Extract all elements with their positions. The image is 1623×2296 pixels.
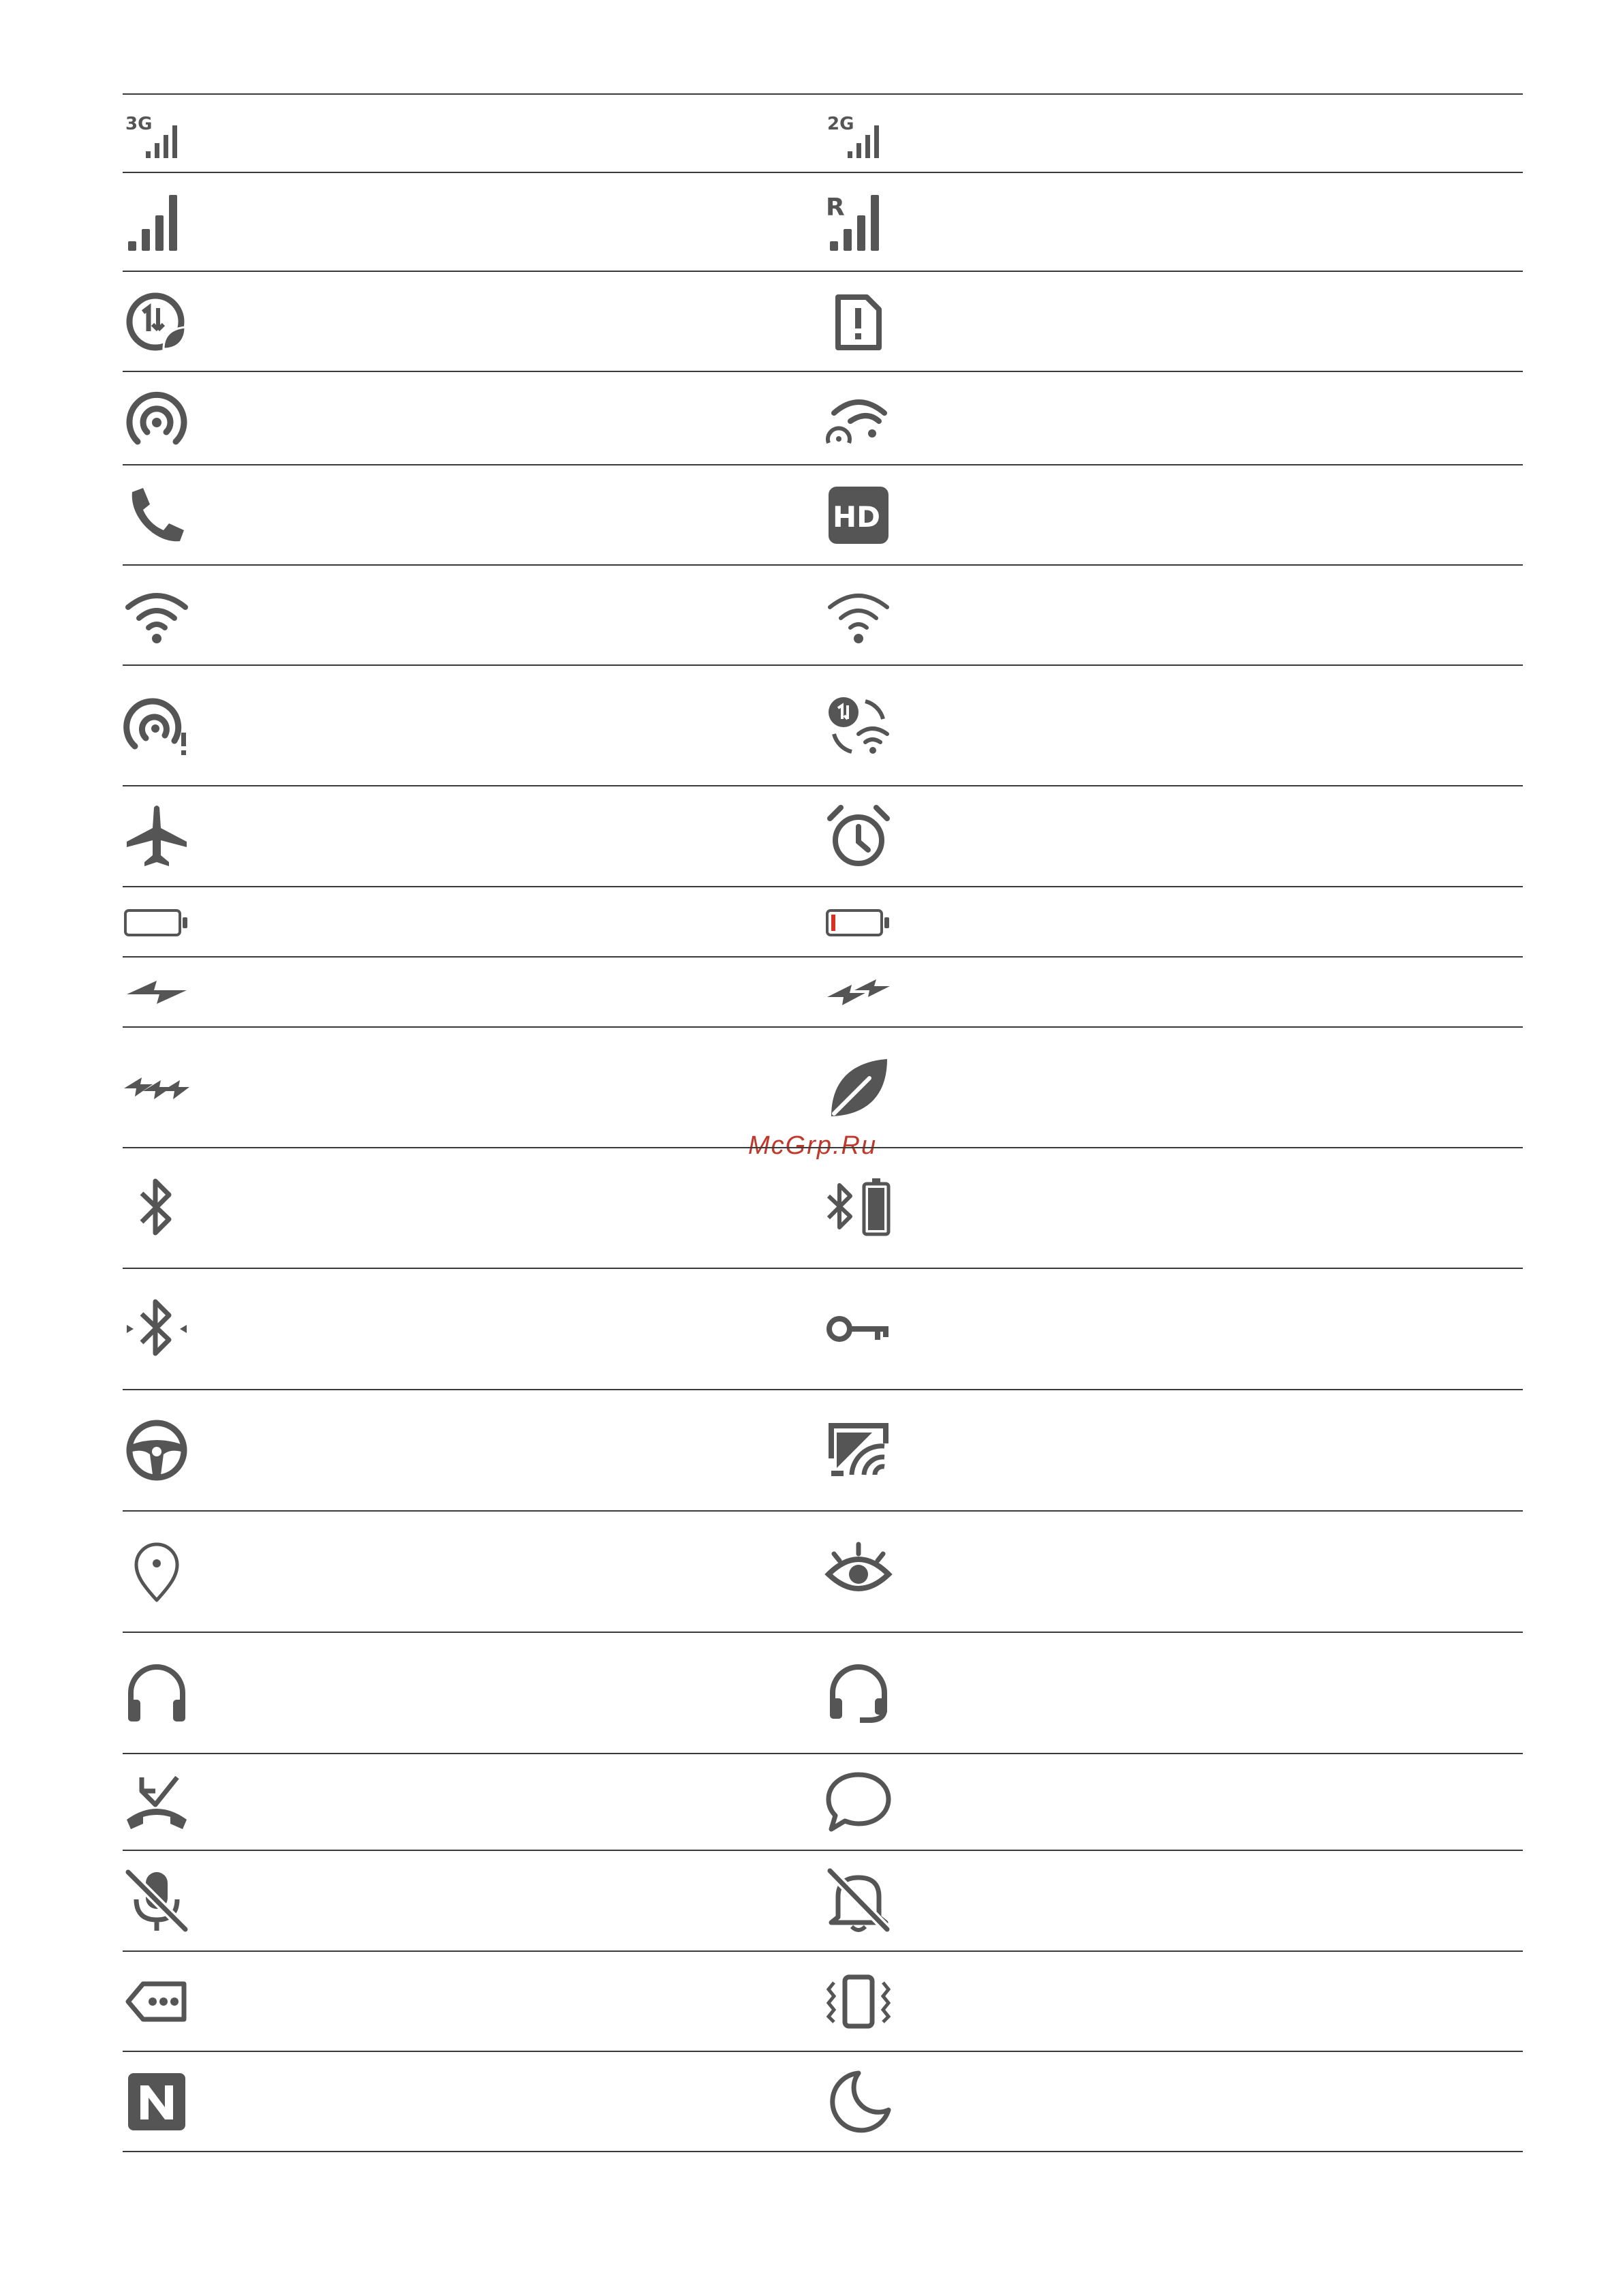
hotspot-error-icon: [123, 692, 191, 760]
svg-text:R: R: [826, 193, 845, 221]
icon-cell: [123, 1633, 191, 1753]
icon-cell: [123, 1148, 191, 1268]
bluetooth-connected-icon: [123, 1295, 191, 1363]
icon-cell: [824, 465, 893, 564]
icon-cell: [824, 887, 893, 956]
nfc-icon: [123, 2068, 191, 2136]
icon-cell: [123, 666, 191, 785]
icon-cell: [824, 1148, 893, 1268]
icon-cell: [123, 1028, 191, 1147]
table-row: [123, 173, 1523, 272]
icon-cell: [123, 958, 191, 1026]
data-wifi-switch-icon: [824, 692, 893, 760]
icon-cell: [123, 2052, 191, 2151]
wifi-hotspot-connected-icon: [824, 384, 893, 453]
charging-icon: [123, 975, 191, 1009]
table-row: [123, 2052, 1523, 2152]
icon-cell: [123, 465, 191, 564]
wifi-icon: [123, 581, 191, 649]
icon-cell: [123, 272, 191, 371]
icon-cell: [824, 1851, 893, 1950]
screen-cast-icon: [824, 1416, 893, 1484]
table-row: [123, 95, 1523, 173]
bluetooth-icon: [123, 1174, 191, 1242]
svg-text:3G: 3G: [125, 113, 153, 134]
battery-low-icon: [824, 905, 893, 939]
icon-cell: [824, 1952, 893, 2051]
icon-cell: [824, 2052, 893, 2151]
signal-full-icon: [123, 188, 191, 256]
icon-cell: [824, 1028, 893, 1147]
svg-text:2G: 2G: [827, 113, 854, 134]
do-not-disturb-moon-icon: [824, 2068, 893, 2136]
table-row: [123, 666, 1523, 786]
super-charging-icon: [123, 1071, 191, 1105]
icon-cell: [123, 566, 191, 664]
location-icon: [123, 1537, 191, 1606]
table-row: [123, 1512, 1523, 1633]
icon-cell: [123, 1390, 191, 1510]
watermark: McGrp.Ru: [748, 1131, 878, 1160]
icon-cell: [123, 786, 191, 886]
missed-call-icon: [123, 1768, 191, 1836]
vibrate-icon: [824, 1968, 893, 2036]
icon-cell: [824, 95, 893, 172]
silent-bell-off-icon: [824, 1867, 893, 1935]
table-row: [123, 1633, 1523, 1754]
icon-cell: [123, 1754, 191, 1850]
table-row: [123, 1028, 1523, 1148]
driving-mode-icon: [123, 1416, 191, 1484]
phone-call-icon: [123, 481, 191, 549]
icon-cell: [123, 1952, 191, 2051]
data-saver-icon: [123, 288, 191, 356]
eye-comfort-icon: [824, 1537, 893, 1606]
icon-cell: [824, 372, 893, 464]
table-row: [123, 1148, 1523, 1269]
signal-roaming-icon: [824, 188, 893, 256]
alarm-icon: [824, 802, 893, 870]
table-row: [123, 272, 1523, 372]
icon-cell: [824, 666, 893, 785]
signal-2g-icon: [824, 100, 893, 168]
icon-cell: [123, 1269, 191, 1389]
no-sim-icon: [824, 288, 893, 356]
airplane-icon: [123, 802, 191, 870]
icon-cell: [123, 173, 191, 271]
hotspot-icon: [123, 384, 191, 453]
bluetooth-battery-icon: [824, 1174, 893, 1242]
svg-text:HD: HD: [833, 500, 881, 534]
status-icon-table: [123, 93, 1523, 2152]
wifi-outline-icon: [824, 581, 893, 649]
vpn-key-icon: [824, 1295, 893, 1363]
signal-3g-icon: [123, 100, 191, 168]
icon-cell: [824, 272, 893, 371]
icon-cell: [824, 173, 893, 271]
table-row: [123, 958, 1523, 1028]
table-row: [123, 1952, 1523, 2052]
icon-cell: [824, 566, 893, 664]
headphones-icon: [123, 1659, 191, 1727]
icon-cell: [824, 1754, 893, 1850]
more-notifications-icon: [123, 1968, 191, 2036]
icon-cell: [824, 1269, 893, 1389]
table-row: [123, 566, 1523, 666]
icon-cell: [123, 1512, 191, 1632]
headset-mic-icon: [824, 1659, 893, 1727]
power-saving-leaf-icon: [824, 1054, 893, 1122]
icon-cell: [123, 372, 191, 464]
battery-empty-icon: [123, 905, 191, 939]
table-row: [123, 1269, 1523, 1390]
table-row: [123, 1851, 1523, 1952]
microphone-muted-icon: [123, 1867, 191, 1935]
icon-cell: [123, 95, 191, 172]
table-row: [123, 887, 1523, 958]
new-message-icon: [824, 1768, 893, 1836]
fast-charging-icon: [824, 975, 893, 1009]
icon-cell: [824, 958, 893, 1026]
icon-cell: [123, 1851, 191, 1950]
icon-cell: [824, 786, 893, 886]
hd-volte-icon: [824, 481, 893, 549]
table-row: [123, 372, 1523, 465]
icon-cell: [123, 887, 191, 956]
table-row: [123, 1390, 1523, 1512]
icon-cell: [824, 1633, 893, 1753]
table-row: [123, 1754, 1523, 1851]
table-row: [123, 786, 1523, 887]
icon-cell: [824, 1390, 893, 1510]
table-row: [123, 465, 1523, 566]
icon-cell: [824, 1512, 893, 1632]
